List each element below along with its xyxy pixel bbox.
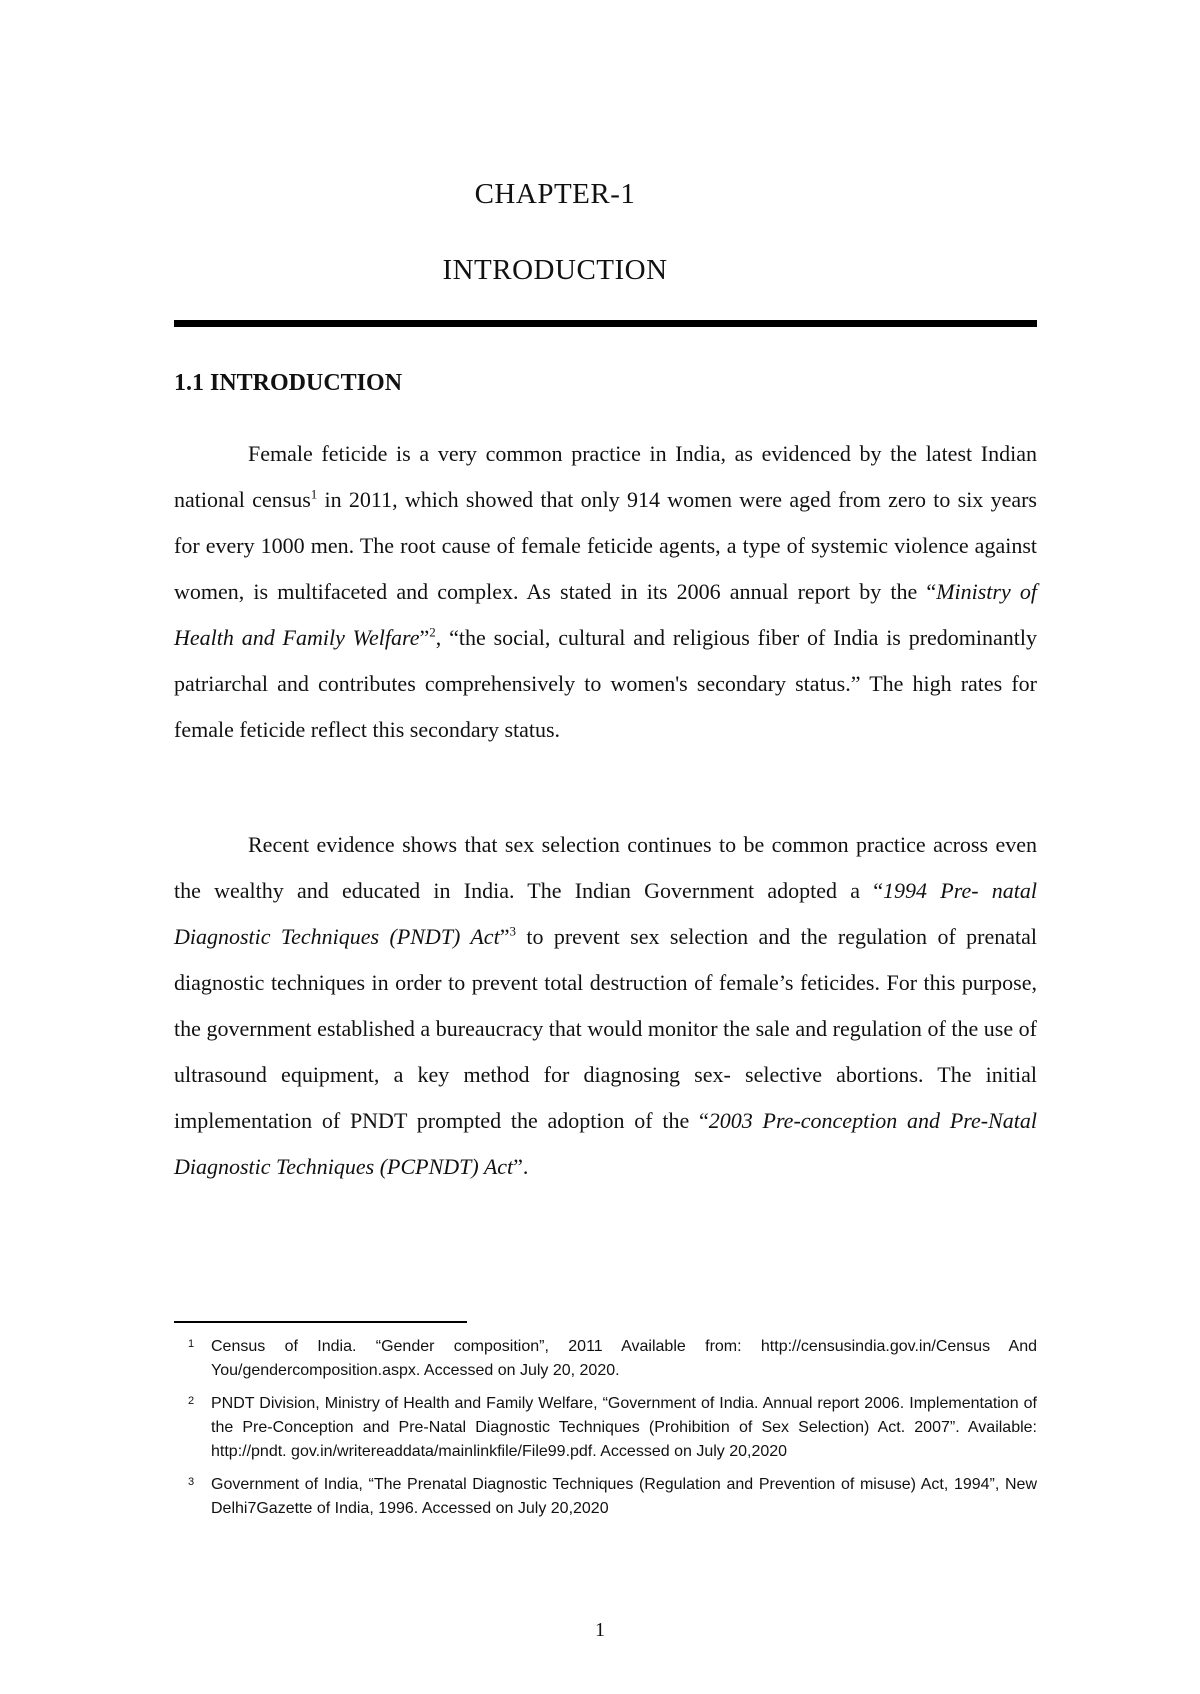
paragraph-text: in 2011, which showed that only 914 women were aged from zero to six years for every 1000 men. The root cause of female feticide agents, a type of systemic violence against women, is multifaceted and complex. As stated in its 2006 annual report by the “	[174, 487, 1037, 604]
footnote-1	[174, 1335, 1037, 1383]
page-number: 1	[595, 1619, 605, 1641]
paragraph-text: ”	[499, 924, 510, 949]
chapter-title: INTRODUCTION	[442, 254, 668, 286]
footnote-reference-1: 1	[310, 486, 318, 502]
footnotes	[174, 1335, 1037, 1530]
footnote-mark: 2	[188, 1395, 195, 1407]
section-heading: 1.1 INTRODUCTION	[174, 370, 403, 396]
footnote-3	[174, 1473, 1037, 1521]
footnote-reference-2: 2	[429, 624, 436, 640]
italic-title: 1994 Pre- natal Diagnostic Techniques (PNDT) Act	[174, 878, 1038, 949]
italic-title: 2003 Pre-conception and Pre-Natal Diagnostic Techniques (PCPNDT) Act	[174, 1108, 1037, 1179]
chapter-divider	[174, 320, 1037, 327]
paragraph-text: ”.	[513, 1154, 529, 1179]
paragraph-text: Female feticide is a very common practice in India, as evidenced by the latest Indian national census	[174, 441, 1037, 512]
footnote-text: PNDT Division, Ministry of Health and Family Welfare, “Government of India. Annual report 2006. Implementation of the Pre-Conception and Pre-Natal Diagnostic Techniques (Prohibition of Sex Selection) Act. 2007”. Available: http://pndt. gov.in/writereaddata/mainlinkfile/File99.pdf. Accessed on July 20,2020	[211, 1395, 1037, 1460]
body-paragraph-2	[174, 822, 1037, 1190]
footnote-reference-3: 3	[509, 923, 516, 939]
paragraph-text: Recent evidence shows that sex selection continues to be common practice across even the wealthy and educated in India. The Indian Government adopted a “	[174, 832, 1037, 903]
italic-title: Ministry of Health and Family Welfare	[174, 579, 1037, 650]
paragraph-text: , “the social, cultural and religious fiber of India is predominantly patriarchal and contributes comprehensively to women's secondary status.” The high rates for female feticide reflect this secondary status.	[174, 625, 1037, 742]
paragraph-text: to prevent sex selection and the regulation of prenatal diagnostic techniques in order to prevent total destruction of female’s feticides. For this purpose, the government established a bureaucracy that would monitor the sale and regulation of the use of ultrasound equipment, a key method for diagnosing sex- selective abortions. The initial implementation of PNDT prompted the adoption of the “	[174, 924, 1037, 1133]
footnote-mark: 1	[188, 1338, 195, 1350]
footnote-separator	[174, 1321, 467, 1323]
footnote-mark: 3	[188, 1476, 195, 1488]
body-paragraph-1	[174, 431, 1037, 753]
footnote-text: Government of India, “The Prenatal Diagnostic Techniques (Regulation and Prevention of misuse) Act, 1994”, New Delhi7Gazette of India, 1996. Accessed on July 20,2020	[211, 1476, 1037, 1517]
chapter-label: CHAPTER-1	[474, 178, 636, 210]
footnote-text: Census of India. “Gender composition”, 2011 Available from: http://censusindia.gov.in/Census And You/gendercomposition.aspx. Accessed on July 20, 2020.	[211, 1338, 1037, 1379]
paragraph-text: ”	[419, 625, 430, 650]
footnote-2	[174, 1392, 1037, 1464]
